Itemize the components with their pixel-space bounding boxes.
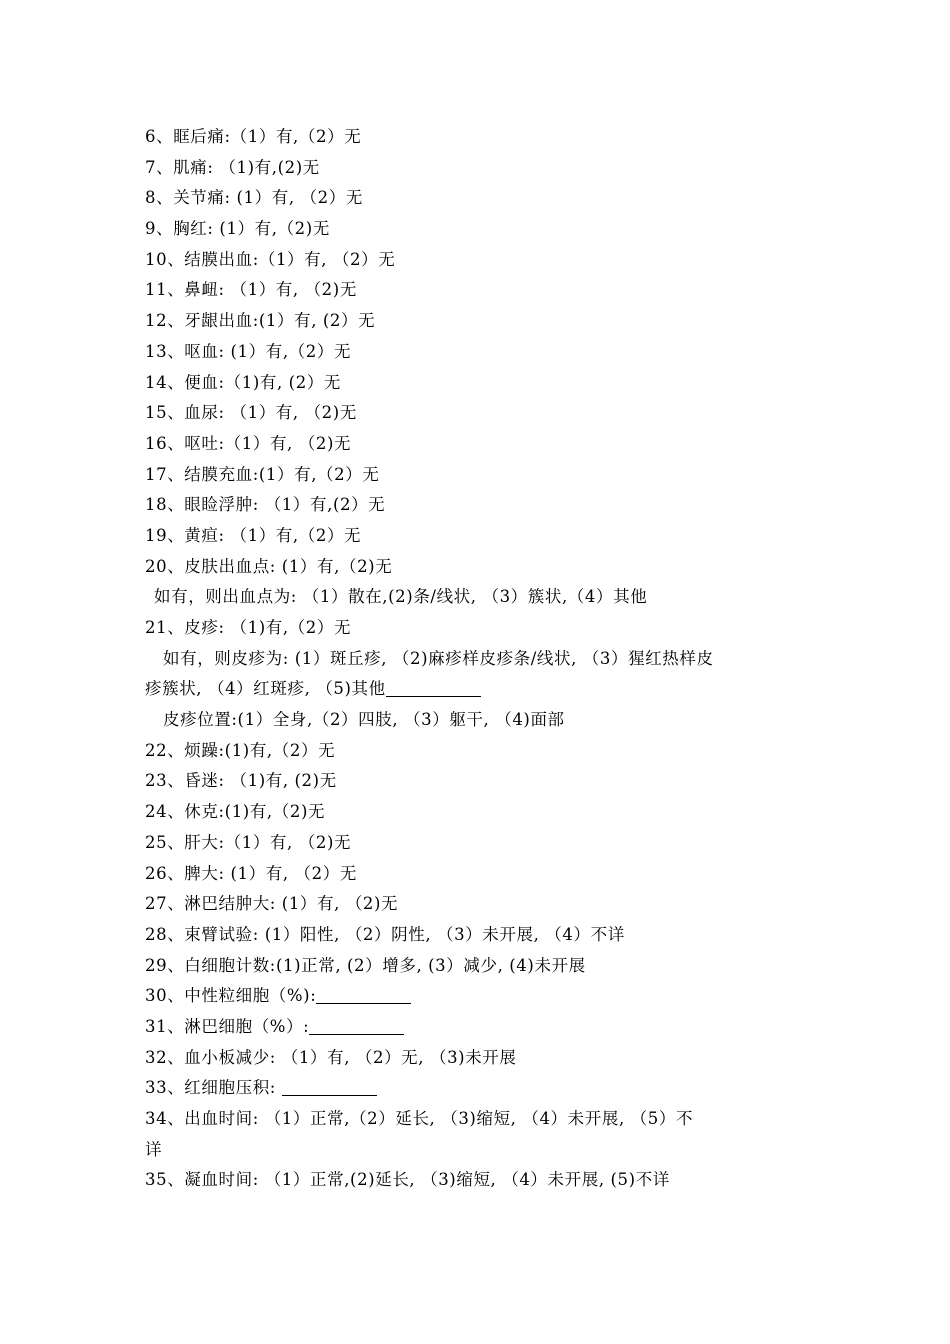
- question-8: 8、关节痛: (1）有, （2）无: [145, 188, 363, 208]
- question-23: 23、昏迷: （1)有, (2)无: [145, 771, 337, 791]
- question-34: 34、出血时间: （1）正常,（2）延长, （3)缩短, （4）未开展, （5）不: [145, 1109, 694, 1128]
- question-29: 29、白细胞计数:(1)正常, (2）增多, (3）减少, (4)未开展: [145, 955, 586, 975]
- hematocrit-blank[interactable]: [282, 1077, 377, 1096]
- question-21-rash-type-cont: [145, 674, 810, 705]
- question-6: 6、眶后痛:（1）有,（2）无: [145, 127, 362, 146]
- question-31-text: 31、淋巴细胞（%）:: [145, 1016, 310, 1036]
- question-21: 21、皮疹: （1)有,（2）无: [145, 618, 352, 637]
- question-7: 7、肌痛: （1)有,(2)无: [145, 157, 320, 177]
- question-32: 32、血小板减少: （1）有, （2）无, （3)未开展: [145, 1047, 517, 1067]
- question-16: 16、呕吐:（1）有, （2)无: [145, 433, 352, 453]
- question-17: 17、结膜充血:(1）有,（2）无: [145, 464, 380, 484]
- question-28: 28、束臂试验: (1）阳性, （2）阴性, （3）未开展, （4）不详: [145, 924, 625, 944]
- question-19: 19、黄疸: （1）有,（2）无: [145, 525, 362, 545]
- question-25: 25、肝大:（1）有, （2)无: [145, 832, 352, 852]
- question-12: 12、牙龈出血:(1）有, (2）无: [145, 311, 376, 331]
- question-9: 9、胸红: (1）有,（2)无: [145, 219, 330, 239]
- question-14: 14、便血:（1)有, (2）无: [145, 372, 342, 392]
- question-33: [145, 1073, 810, 1104]
- question-35: 35、凝血时间: （1）正常,(2)延长, （3)缩短, （4）未开展, (5)不详: [145, 1170, 670, 1190]
- questionnaire-body: [145, 122, 810, 1196]
- question-20-followup: 如有，则出血点为: （1）散在,(2)条/线状, （3）簇状,（4）其他: [154, 587, 648, 607]
- question-24: 24、休克:(1)有,（2)无: [145, 802, 326, 822]
- question-31: [145, 1012, 810, 1043]
- question-22: 22、烦躁:(1)有,（2）无: [145, 740, 336, 760]
- question-21-rash-type-cont-text: 疹簇状, （4）红斑疹, （5)其他: [145, 679, 386, 699]
- question-20: 20、皮肤出血点: (1）有,（2)无: [145, 556, 393, 576]
- question-27: 27、淋巴结肿大: (1）有, （2)无: [145, 894, 399, 914]
- question-21-rash-type: 如有，则皮疹为: (1）斑丘疹, （2)麻疹样皮疹条/线状, （3）猩红热样皮: [163, 648, 714, 668]
- question-26: 26、脾大: (1）有, （2）无: [145, 863, 357, 883]
- question-30: [145, 981, 810, 1012]
- question-33-text: 33、红细胞压积:: [145, 1078, 282, 1098]
- question-11: 11、鼻衄: （1）有, （2)无: [145, 280, 357, 300]
- question-18: 18、眼睑浮肿: （1）有,(2）无: [145, 495, 386, 515]
- question-34-cont: 详: [145, 1139, 163, 1159]
- question-15: 15、血尿: （1）有, （2)无: [145, 403, 357, 423]
- neutrophil-blank[interactable]: [316, 985, 411, 1004]
- question-13: 13、呕血: (1）有,（2）无: [145, 341, 352, 361]
- question-30-text: 30、中性粒细胞（%):: [145, 986, 317, 1006]
- question-21-rash-location: 皮疹位置:(1）全身,（2）四肢, （3）躯干, （4)面部: [163, 710, 565, 730]
- question-10: 10、结膜出血:（1）有, （2）无: [145, 249, 396, 269]
- lymphocyte-blank[interactable]: [309, 1016, 404, 1035]
- other-rash-blank[interactable]: [386, 678, 481, 697]
